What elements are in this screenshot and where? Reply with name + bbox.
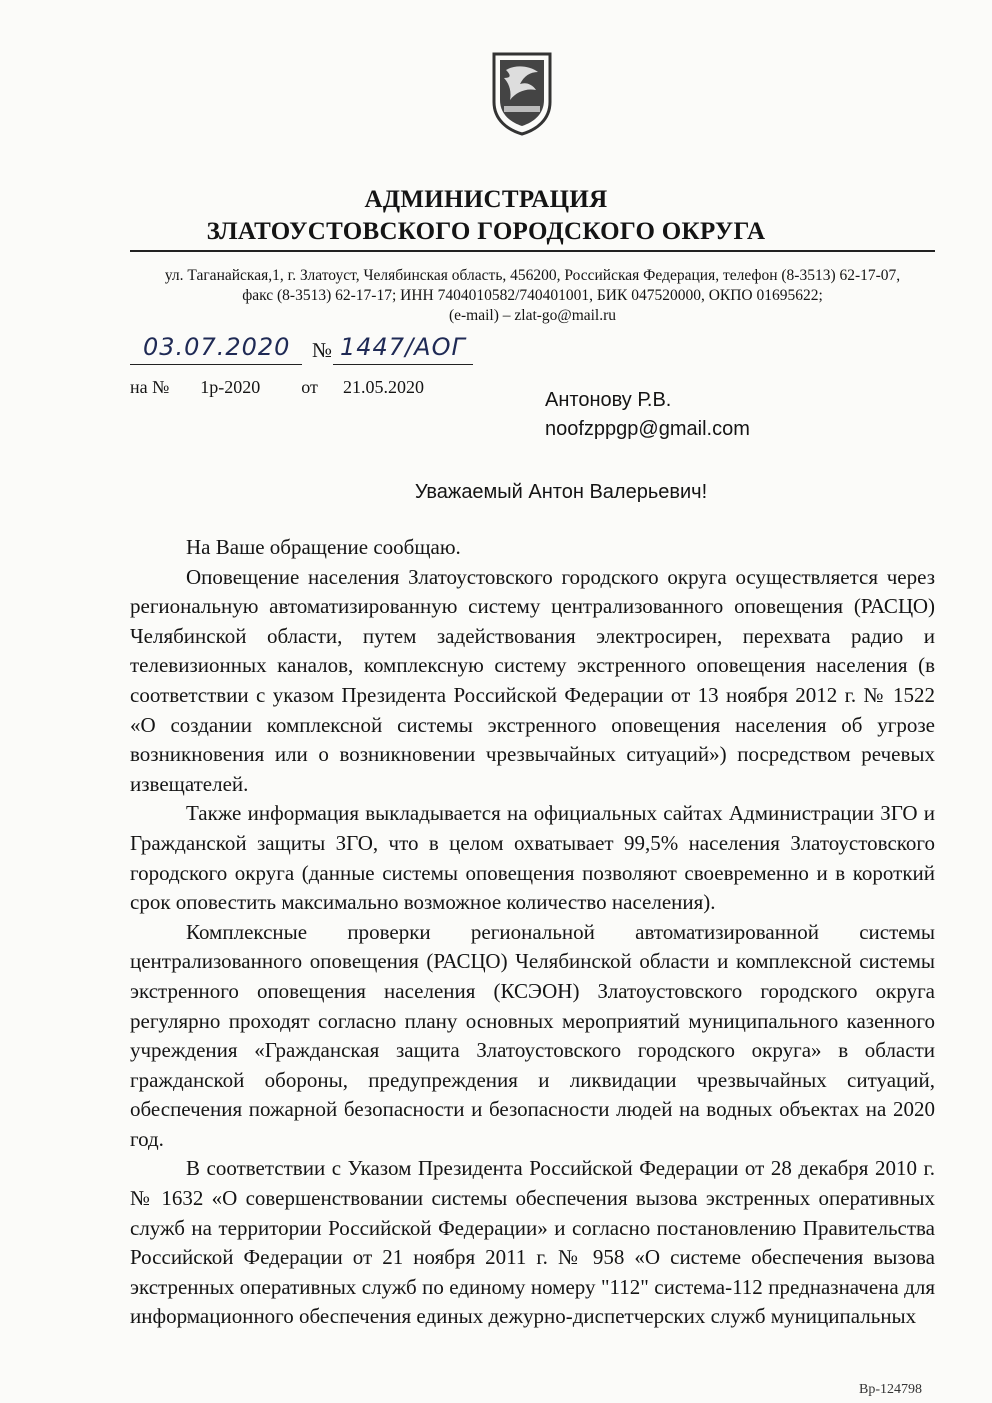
email-line: (e-mail) – zlat-go@mail.ru bbox=[448, 307, 617, 324]
number-underline bbox=[333, 364, 473, 365]
paragraph: Комплексные проверки региональной автоматизированной системы централизованного оповещения (РАСЦО) Челябинской области и комплексной системы экстренного оповещения населения (КСЭОН) Златоустовского городского округа регулярно проходят согласно плану основных мероприятий муниципального казенного учреждения «Гражданская защита Златоустовского городского округа» в области гражданской обороны, предупреждения и ликвидации чрезвычайных ситуаций, обеспечения пожарной безопасности и безопасности людей на водных объектах на 2020 год. bbox=[130, 919, 935, 1151]
outgoing-number: 1447/АОГ bbox=[340, 333, 466, 361]
addressee-email: noofzppgp@gmail.com bbox=[545, 418, 750, 440]
reference-prefix: на № bbox=[130, 377, 170, 397]
reference-line bbox=[130, 377, 424, 398]
number-sign: № bbox=[312, 338, 333, 362]
paragraph: Также информация выкладывается на официальных сайтах Администрации ЗГО и Гражданской защиты ЗГО, что в целом охватывает 99,5% населения Златоустовского городского округа (данные системы оповещения позволяют своевременно и в короткий срок оповестить максимально возможное количество населения). bbox=[130, 801, 935, 915]
date-underline bbox=[130, 364, 302, 365]
requisites-line: факс (8-3513) 62-17-17; ИНН 7404010582/740401001, БИК 047520000, ОКПО 01695622; bbox=[242, 287, 823, 304]
reference-date: 21.05.2020 bbox=[342, 377, 424, 397]
header-divider bbox=[130, 250, 935, 252]
reference-from: от bbox=[301, 377, 318, 397]
address-line: ул. Таганайская,1, г. Златоуст, Челябинская область, 456200, Российская Федерация, телефон (8-3513) 62-17-07, bbox=[164, 267, 901, 284]
organization-title-line1: АДМИНИСТРАЦИЯ bbox=[364, 186, 608, 213]
organization-title-line2: ЗЛАТОУСТОВСКОГО ГОРОДСКОГО ОКРУГА bbox=[206, 218, 766, 245]
paragraph: В соответствии с Указом Президента Российской Федерации от 28 декабря 2010 г. № 1632 «О совершенствовании системы обеспечения вызова экстренных оперативных служб на территории Российской Федерации» и согласно постановлению Правительства Российской Федерации от 21 ноября 2011 г. № 958 «О системе обеспечения вызова экстренных оперативных служб по единому номеру "112" система-112 предназначена для информационного обеспечения единых дежурно-диспетчерских служб муниципальных bbox=[130, 1156, 935, 1329]
paragraph: На Ваше обращение сообщаю. bbox=[186, 535, 461, 559]
reference-number: 1р-2020 bbox=[200, 377, 261, 397]
paragraph: Оповещение населения Златоустовского городского округа осуществляется через региональную автоматизированную систему централизованного оповещения (РАСЦО) Челябинской области, путем задействования электросирен, перехвата радио и телевизионных каналов, комплексную систему экстренного оповещения населения (в соответствии с указом Президента Российской Федерации от 13 ноября 2012 г. № 1522 «О создании комплексной системы экстренного оповещения населения об угрозе возникновения или о возникновении чрезвычайных ситуаций») посредством речевых извещателей. bbox=[130, 564, 935, 796]
city-coat-of-arms-icon bbox=[490, 50, 554, 136]
letter-body bbox=[130, 533, 935, 1332]
document-code: Вр-124798 bbox=[859, 1382, 922, 1397]
greeting: Уважаемый Антон Валерьевич! bbox=[414, 481, 708, 503]
outgoing-date: 03.07.2020 bbox=[143, 333, 291, 361]
addressee-name: Антонову Р.В. bbox=[545, 389, 672, 411]
